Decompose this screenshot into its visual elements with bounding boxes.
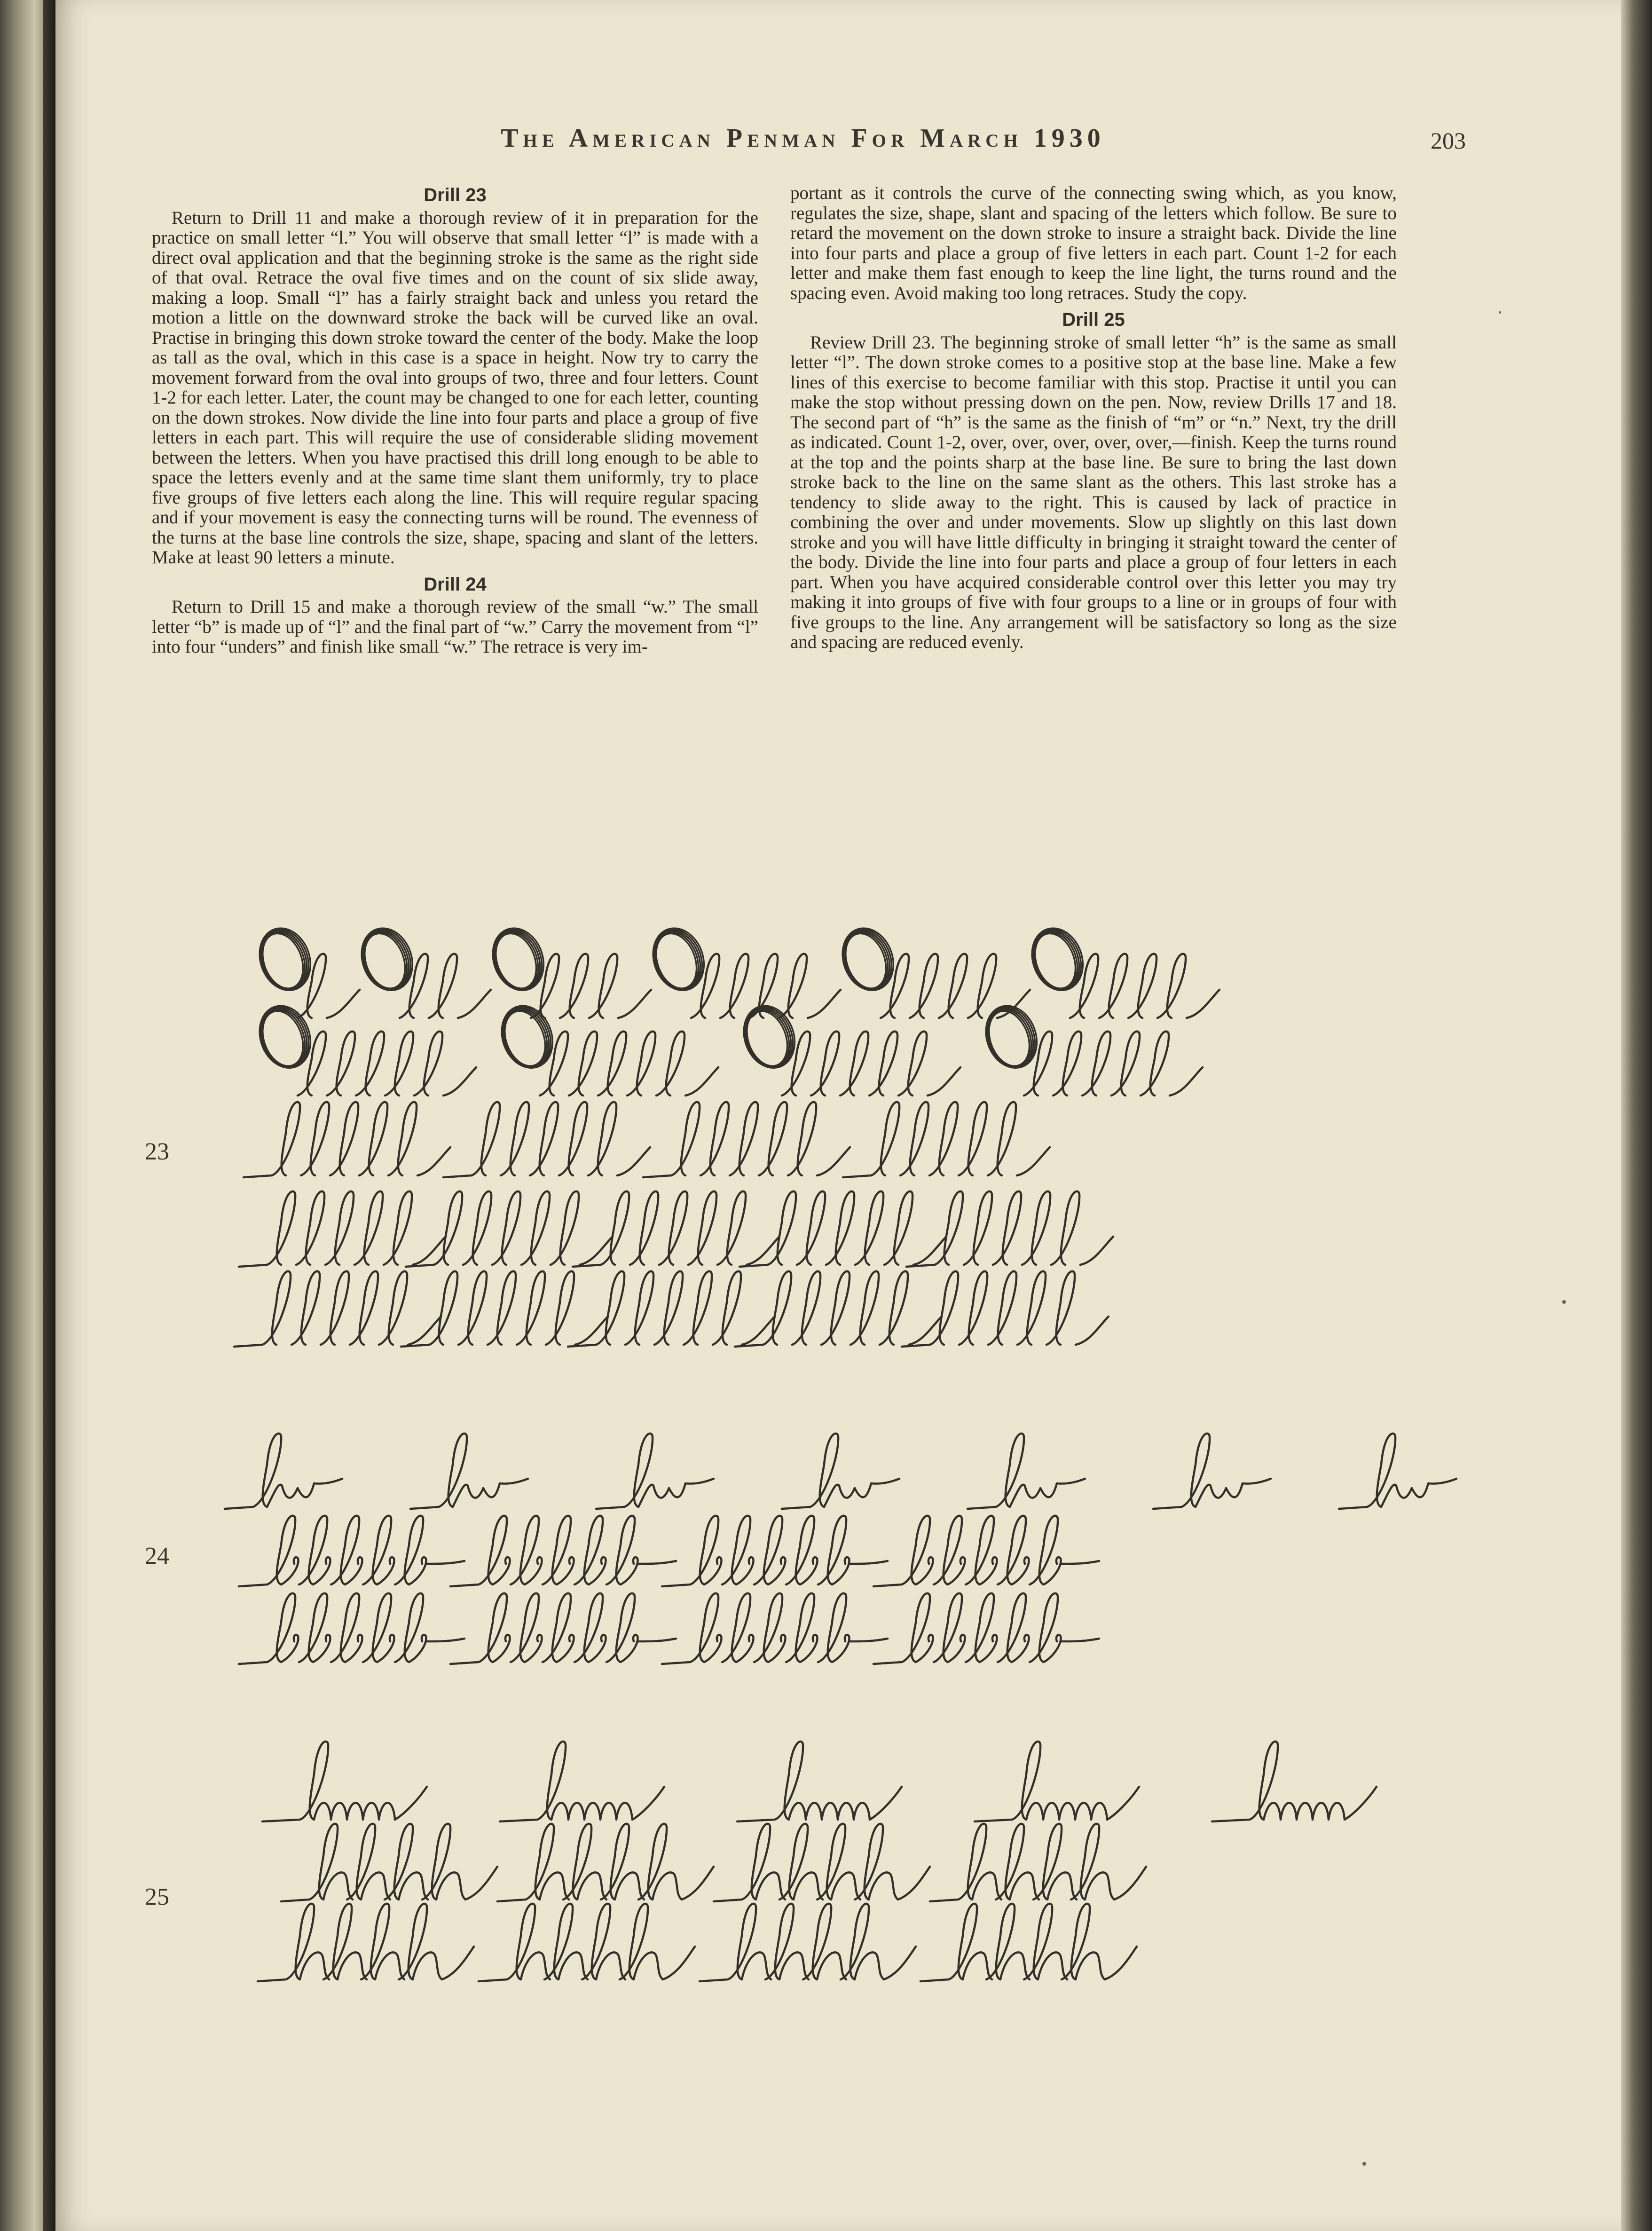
drill23-row1-letters xyxy=(1070,954,1219,1018)
drill24-row3-letters xyxy=(450,1593,676,1664)
drill23-row3-lead-stroke xyxy=(443,1175,472,1177)
copy-label-25: 25 xyxy=(145,1884,169,1910)
drill23-row4-letters xyxy=(768,1191,946,1265)
drill24-row2-letters xyxy=(450,1516,676,1586)
drill23-row3-letters xyxy=(871,1102,1050,1175)
drill25-row1-letters xyxy=(262,1742,427,1821)
drill24-text: Return to Drill 15 and make a thorough review of the small “w.” The small letter “b” is made up of “l” and the final part of “w.” Carry the movement from “l” into four “unders” and finish like small “w.” The retrace is very im- xyxy=(152,597,758,657)
drill23-row5-letters xyxy=(429,1271,608,1345)
drill23-row5-letters xyxy=(763,1271,942,1345)
drill23-row4-lead-stroke xyxy=(739,1265,768,1267)
drill23-row2-letters xyxy=(1024,1032,1203,1096)
drill23-row4-lead-stroke xyxy=(906,1265,935,1267)
drill25-row1-letters xyxy=(737,1742,902,1821)
script-copy-lines xyxy=(225,928,1456,1981)
drill23-row3-lead-stroke xyxy=(244,1175,272,1177)
drill23-row5-letters xyxy=(930,1271,1109,1345)
drill23-row3-letters xyxy=(272,1102,450,1175)
left-page-edge xyxy=(0,0,43,2231)
paper-speck xyxy=(1362,2162,1366,2166)
drill23-row2-oval xyxy=(502,1006,552,1068)
drill23-row3-lead-stroke xyxy=(843,1175,871,1177)
drill25-row3-letters xyxy=(920,1904,1137,1981)
right-page-edge xyxy=(1621,0,1652,2231)
drill23-row1-oval xyxy=(493,928,543,990)
drill23-row1-oval xyxy=(842,928,893,990)
drill23-row4-letters xyxy=(935,1191,1113,1265)
drill25-row3-letters xyxy=(700,1904,916,1981)
drill25-row2-letters xyxy=(930,1824,1146,1901)
drill23-row4-lead-stroke xyxy=(573,1265,601,1267)
copy-label-23: 23 xyxy=(145,1138,169,1165)
drill23-row4-lead-stroke xyxy=(239,1265,267,1267)
drill23-row1-letters xyxy=(400,954,491,1018)
drill23-row2-oval xyxy=(986,1006,1037,1068)
penmanship-copy-illustration xyxy=(55,0,1621,2231)
drill23-row1-oval xyxy=(260,928,310,990)
drill23-row2-letters xyxy=(298,1032,476,1096)
drill25-heading: Drill 25 xyxy=(1062,309,1125,330)
drill25-row2-letters xyxy=(714,1824,930,1901)
drill24-row2-letters xyxy=(662,1516,888,1586)
copy-label-24: 24 xyxy=(145,1543,169,1569)
drill25-text: Review Drill 23. The beginning stroke of small letter “h” is the same as small letter “l”. The down stroke comes to a positive stop at the base line. Make a few lines of this exercise to become familiar with this stop. Practise it until you can make the stop without pressing down on the pen. Now, review Drills 17 and 18. The second part of “h” is the same as the finish of “m” or “n.” Next, try the drill as indicated. Count 1-2, over, over, over, over, over,—finish. Keep the turns round at the top and the points sharp at the base line. Be sure to bring the last down stroke back to the line on the same slant as the others. This last stroke has a tendency to slide away to the right. This is caused by lack of practice in combining the over and under movements. Slow up slightly on this last down stroke and you will have little difficulty in bringing it straight toward the center of the body. Divide the line into four parts and place a group of four letters in each part. When you have acquired considerable control over this letter you may try making it into groups of five with four groups to a line or in groups of four with five groups to the line. Any arrangement will be satisfactory so long as the size and spacing are reduced evenly. xyxy=(790,332,1397,652)
drill24-row3-letters xyxy=(873,1593,1099,1664)
drill23-row2-oval xyxy=(744,1006,795,1068)
drill23-heading: Drill 23 xyxy=(424,185,487,205)
drill24-heading: Drill 24 xyxy=(424,574,487,595)
drill23-row1-oval xyxy=(362,928,412,990)
drill23-row3-lead-stroke xyxy=(643,1175,671,1177)
page-number: 203 xyxy=(1431,127,1466,154)
drill23-row4-letters xyxy=(267,1191,446,1265)
drill23-row5-letters xyxy=(262,1271,441,1345)
drill24-row1-letters xyxy=(782,1434,899,1509)
drill23-text: Return to Drill 11 and make a thorough review of it in preparation for the practice on small letter “l.” You will observe that small letter “l” is made with a direct oval application and that the beginning stroke is the same as the right side of that oval. Retrace the oval five times and on the count of six slide away, making a loop. Small “l” has a fairly straight back and unless you retard the motion a little on the downward stroke the back will be curved like an oval. Practise in bringing this down stroke toward the center of the body. Make the loop as tall as the oval, which in this case is a space in height. Now try to carry the movement forward from the oval into groups of two, three and four letters. Count 1-2 for each letter. Later, the count may be changed to one for each letter, counting on the down strokes. Now divide the line into four parts and place a group of five letters in each part. This will require the use of considerable sliding movement between the letters. When you have practised this drill long enough to be able to space the letters evenly and at the same time slant them uniformly, try to place five groups of five letters each along the line. This will require regular spacing and if your movement is easy the connecting turns will be round. The evenness of the turns at the base line controls the size, shape, spacing and slant of the letters. Make at least 90 letters a minute. xyxy=(152,207,758,568)
drill25-row3-letters xyxy=(479,1904,695,1981)
drill23-row1-letters xyxy=(531,954,651,1018)
drill24-row3-letters xyxy=(662,1593,888,1664)
drill23-row5-lead-stroke xyxy=(234,1345,262,1347)
drill23-row3-letters xyxy=(472,1102,650,1175)
drill24-row2-letters xyxy=(239,1516,464,1586)
drill23-row5-letters xyxy=(596,1271,775,1345)
drill25-row2-letters xyxy=(497,1824,714,1901)
drill23-row5-lead-stroke xyxy=(902,1345,930,1347)
paper-speck xyxy=(1562,1300,1566,1304)
drill23-row4-letters xyxy=(601,1191,779,1265)
drill25-row1-letters xyxy=(1212,1742,1377,1821)
drill23-row5-lead-stroke xyxy=(401,1345,429,1347)
book-gutter xyxy=(43,0,55,2231)
drill23-row4-letters xyxy=(434,1191,613,1265)
drill24-row3-letters xyxy=(239,1593,464,1664)
drill23-row1-oval xyxy=(1032,928,1083,990)
drill24-row1-letters xyxy=(968,1434,1085,1509)
drill23-row2-letters xyxy=(540,1032,718,1096)
drill24-row2-letters xyxy=(873,1516,1099,1586)
drill23-row1-oval xyxy=(653,928,704,990)
drill23-row3-letters xyxy=(671,1102,850,1175)
page xyxy=(55,0,1621,2231)
drill24-row1-letters xyxy=(596,1434,714,1509)
drill23-row5-lead-stroke xyxy=(735,1345,763,1347)
drill24-row1-letters xyxy=(225,1434,342,1509)
drill24-continued-text: portant as it controls the curve of the connecting swing which, as you know, regulates the size, shape, slant and spacing of the letters which follow. Be sure to retard the movement on the down stroke to insure a straight back. Divide the line into four parts and place a group of five letters in each part. Count 1-2 for each letter and make them fast enough to keep the line light, the turns round and the spacing even. Avoid making too long retraces. Study the copy. xyxy=(790,183,1397,303)
drill24-row1-letters xyxy=(1153,1434,1271,1509)
drill23-row4-lead-stroke xyxy=(406,1265,434,1267)
drill25-row2-letters xyxy=(281,1824,497,1901)
drill25-row1-letters xyxy=(975,1742,1139,1821)
drill24-row1-letters xyxy=(410,1434,528,1509)
running-title: The American Penman For March 1930 xyxy=(501,124,1105,153)
drill24-row1-letters xyxy=(1339,1434,1456,1509)
drill25-row1-letters xyxy=(500,1742,664,1821)
drill23-row5-lead-stroke xyxy=(568,1345,596,1347)
drill25-row3-letters xyxy=(258,1904,474,1981)
paper-speck xyxy=(1499,311,1501,314)
drill23-row2-letters xyxy=(782,1032,960,1096)
